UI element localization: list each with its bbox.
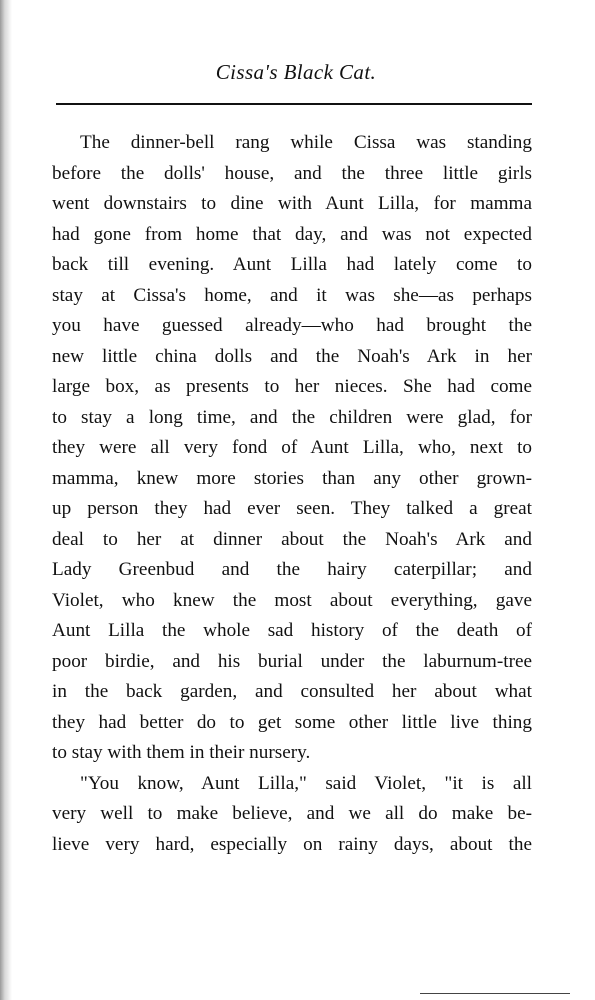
text-line: new little china dolls and the Noah's Ark in her [52,345,532,367]
running-head: Cissa's Black Cat. [215,60,377,84]
text-line: went downstairs to dine with Aunt Lilla, for mamma [52,193,532,214]
text-line: before the dolls' house, and the three little girls [52,162,532,184]
text-line: mamma, knew more stories than any other grown- [52,467,532,489]
text-line: they had better do to get some other little live thing [52,711,532,733]
text-line: Lady Greenbud and the hairy caterpillar; and [52,559,532,580]
text-line: deal to her at dinner about the Noah's Ark and [52,528,532,550]
text-line: large box, as presents to her nieces. She had come [52,376,532,397]
text-line: Violet, who knew the most about everything, gave [52,589,532,611]
text-line: to stay a long time, and the children were glad, for [52,406,532,428]
page-edge-shadow [0,0,12,1000]
text-line: back till evening. Aunt Lilla had lately come to [52,254,532,275]
text-line: you have guessed already—who had brought the [52,315,532,336]
text-line: poor birdie, and his burial under the laburnum-tree [52,650,532,672]
body-text [52,128,532,860]
text-line: The dinner-bell rang while Cissa was standing [80,132,532,153]
text-line: had gone from home that day, and was not expected [52,223,532,245]
text-line: up person they had ever seen. They talked a great [52,498,532,519]
text-line: stay at Cissa's home, and it was she—as perhaps [52,284,532,306]
text-line: Aunt Lilla the whole sad history of the death of [52,620,532,641]
text-line: lieve very hard, especially on rainy days, about the [52,833,532,855]
text-line: very well to make believe, and we all do make be- [52,803,532,824]
text-line: they were all very fond of Aunt Lilla, who, next to [52,437,532,458]
text-line: in the back garden, and consulted her about what [52,681,532,702]
footer-rule [420,993,570,994]
text-line: to stay with them in their nursery. [52,742,311,763]
header-rule [56,103,532,105]
text-line: "You know, Aunt Lilla," said Violet, "it is all [80,772,532,794]
